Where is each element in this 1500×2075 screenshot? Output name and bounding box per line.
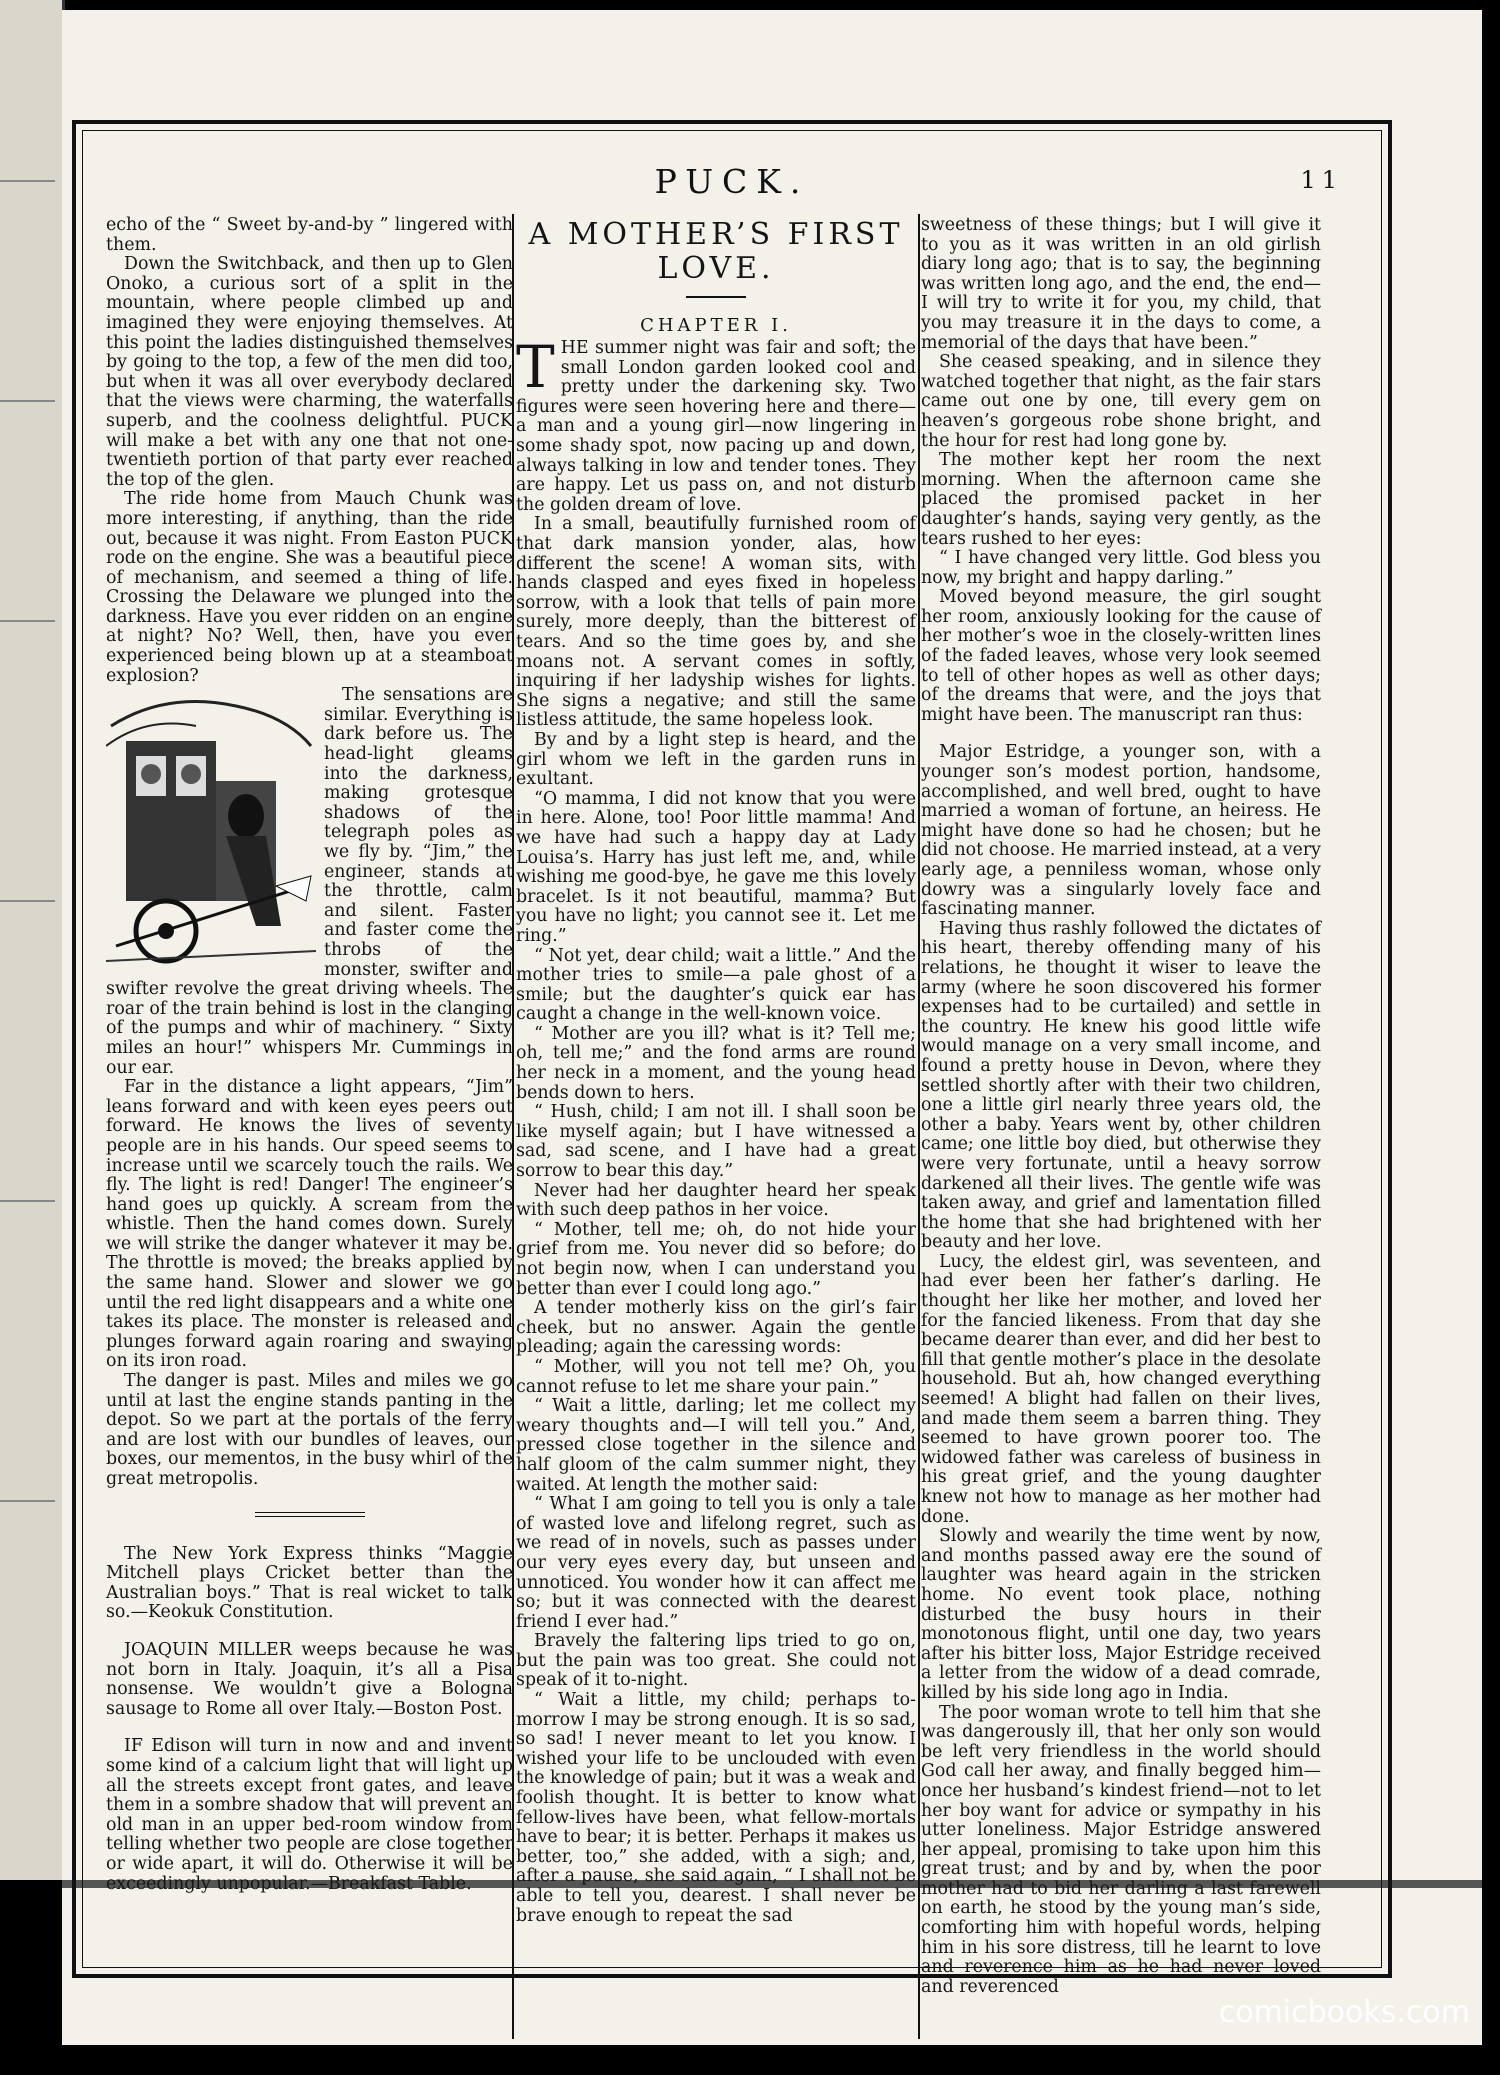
story-paragraph: In a small, beautifully furnished room of that dark mansion yonder, alas, how different the scene! A woman sits, with hands clasped and eyes fixed in hopeless sorrow, with a look that tells of pain more surely, more deeply, than the bitterest of tears. And so the time goes by, and she moans not. A servant comes in softly, inquiring if her ladyship wishes for lights. She signs a negative; and still the same listless attitude, the same hopeless look.: [516, 514, 916, 731]
col1-paragraph: echo of the “ Sweet by-and-by ” lingered with them.: [106, 215, 513, 255]
story-paragraph: Major Estridge, a younger son, with a younger son’s modest portion, handsome, accomplished, and well bred, ought to have married a woman of fortune, an heiress. He might have done so had he chosen; but he did not choose. He married instead, at a very early age, a penniless woman, whose only dowry was a singularly lovely face and fascinating manner.: [921, 742, 1321, 920]
previous-page-edge: [0, 0, 65, 1880]
story-paragraph: “ Wait a little, my child; perhaps to-morrow I may be strong enough. It is so sad, so sad! I never meant to let you know. I wished your life to be unclouded with even the knowledge of pain; but it was a weak and foolish thought. It is better to know what fellow-lives have been, what fellow-mortals have to bear; it is better. Perhaps it makes us better, too,” she added, with a sigh; and, after a pause, she said again, “ I shall not be able to tell you, dearest. I shall never be brave enough to repeat the sad: [516, 1690, 916, 1926]
watermark-text: comicbooks.com: [1218, 1995, 1470, 2030]
story-paragraph: A tender motherly kiss on the girl’s fair cheek, but no answer. Again the gentle pleading; again the caressing words:: [516, 1298, 916, 1358]
story-paragraph: Slowly and wearily the time went by now, and months passed away ere the sound of laughter was heard again in the stricken home. No event took place, nothing disturbed the busy hours in their monotonous flight, until one day, two years after his bitter loss, Major Estridge received a letter from the widow of a dead comrade, killed by his side long ago in India.: [921, 1526, 1321, 1703]
page-border: [72, 120, 1392, 1997]
story-paragraph: “ Mother, tell me; oh, do not hide your grief from me. You never did so before; do not begin now, when I can understand you better than ever I could long ago.”: [516, 1219, 916, 1299]
story-title: A MOTHER’S FIRST LOVE.: [528, 217, 904, 286]
drop-cap: T: [516, 333, 555, 402]
page-number: 11: [1300, 166, 1343, 194]
story-paragraph: THE summer night was fair and soft; the small London garden looked cool and pretty under the darkening sky. Two figures were seen hovering here and there—a man and a young girl—now lingering in some shady spot, now pacing up and down, always talking in low and tender tones. They are happy. Let us pass on, and not disturb the golden dream of love.: [516, 333, 916, 515]
news-item: IF Edison will turn in now and and invent some kind of a calcium light that will light up all the streets except front gates, and leave them in a sombre shadow that will prevent an old man in an upper bed-room window from telling whether two people are close together or wide apart, it will do. Otherwise it will be exceedingly unpopular.—Breakfast Table.: [106, 1736, 513, 1894]
story-paragraph: “O mamma, I did not know that you were in here. Alone, too! Poor little mamma! And we have had such a happy day at Lady Louisa’s. Harry has just left me, and, while wishing me good-bye, he gave me this lovely bracelet. Is it not beautiful, mamma? But you have no light; you cannot see it. Let me ring.”: [516, 788, 916, 946]
publication-title: PUCK.: [654, 162, 810, 201]
column-rule-right: [918, 214, 920, 2039]
column-1: [106, 216, 513, 1894]
story-paragraph: Having thus rashly followed the dictates of his heart, thereby offending many of his relations, he thought it wiser to leave the army (where he soon discovered his former expenses had to be curtailed) and settle in the country. He knew his good little wife would manage on a very small income, and found a pretty house in Devon, where they settled shortly after with their two children, one a little girl nearly three years old, the other a baby. Years went by, other children came; one little boy died, but otherwise they were very fortunate, until a heavy sorrow darkened all their lives. The gentle wife was taken away, and grief and lamentation filled the home that she had brightened with her beauty and her love.: [921, 918, 1321, 1253]
title-rule: [686, 296, 746, 298]
story-paragraph: “ I have changed very little. God bless you now, my bright and happy darling.”: [921, 548, 1321, 588]
story-paragraph: The poor woman wrote to tell him that she was dangerously ill, that her only son would be left very friendless in the world should God call her away, and finally begged him—once her husband’s kindest friend—not to let her boy want for advice or sympathy in his utter loneliness. Major Estridge answered her appeal, promising to take upon him this great trust; and by and by, when the poor mother had to bid her darling a last farewell on earth, he stood by the young man’s side, comforting him with hopeful words, helping him in his sore distress, till he learnt to love and reverence him as he had never loved and reverenced: [921, 1702, 1321, 1997]
column-3: [921, 216, 1321, 1997]
story-paragraph: She ceased speaking, and in silence they watched together that night, as the fair stars came out one by one, till every gem on heaven’s gorgeous robe shone bright, and the hour for rest had long gone by.: [921, 352, 1321, 451]
train-illustration: [106, 686, 316, 971]
chapter-heading: CHAPTER I.: [640, 314, 792, 336]
col1-paragraph: Down the Switchback, and then up to Glen Onoko, a curious sort of a split in the mountain, where people climbed up and imagined they were enjoying themselves. At this point the ladies distinguished themselves by going to the top, a few of the men did too, but when it was all over everybody declared that the views were charming, the waterfalls superb, and the coolness delightful. PUCK will make a bet with any one that not one-twentieth portion of that party ever reached the top of the glen.: [106, 254, 513, 490]
story-paragraph: “ Not yet, dear child; wait a little.” And the mother tries to smile—a pale ghost of a smile; but the daughter’s quick ear has caught a change in the well-known voice.: [516, 945, 916, 1025]
story-paragraph: Never had her daughter heard her speak with such deep pathos in her voice.: [516, 1180, 916, 1221]
story-paragraph: “ Wait a little, darling; let me collect my weary thoughts and—I will tell you.” And, pressed close together in the silence and half gloom of the calm summer night, they waited. At length the mother said:: [516, 1396, 916, 1495]
story-paragraph: “ Mother, will you not tell me? Oh, you cannot refuse to let me share your pain.”: [516, 1356, 916, 1397]
col1-paragraph: The ride home from Mauch Chunk was more interesting, if anything, than the ride out, because it was night. From Easton PUCK rode on the engine. She was a beautiful piece of mechanism, and seemed a thing of life. Crossing the Delaware we plunged into the darkness. Have you ever ridden on an engine at night? No? Well, then, have you ever experienced being blown up at a steamboat explosion?: [106, 489, 513, 686]
story-paragraph: “ Mother are you ill? what is it? Tell me; oh, tell me;” and the fond arms are round her neck in a moment, and the young head bends down to hers.: [516, 1023, 916, 1103]
col1-paragraph: The danger is past. Miles and miles we go until at last the engine stands panting in the depot. So we part at the portals of the ferry and are lost with our bundles of leaves, our boxes, our mementos, in the busy whirl of the great metropolis.: [106, 1371, 513, 1489]
section-divider: [255, 1512, 365, 1517]
news-item: The New York Express thinks “Maggie Mitchell plays Cricket better than the Australian boys.” That is real wicket to talk so.—Keokuk Constitution.: [106, 1543, 513, 1623]
story-paragraph: Lucy, the eldest girl, was seventeen, and had ever been her father’s darling. He thought her like her mother, and loved her for the fancied likeness. From that day she became dearer than ever, and did her best to fill that gentle mother’s place in the desolate household. But ah, how changed everything seemed! A blight had fallen on their lives, and made them seem a barren thing. They seemed to have grown poorer too. The widowed father was careless of business in his great grief, and the young daughter knew not how to manage as her mother had done.: [921, 1251, 1321, 1527]
story-paragraph: Moved beyond measure, the girl sought her room, anxiously looking for the cause of her mother’s woe in the closely-written lines of the faded leaves, whose very look seemed to tell of other hopes as well as other days; of the dreams that were, and the joys that might have been. The manuscript ran thus:: [921, 587, 1321, 725]
story-paragraph: The mother kept her room the next morning. When the afternoon came she placed the promised packet in her daughter’s hands, saying very gently, as the tears rushed to her eyes:: [921, 450, 1321, 549]
col1-paragraph: The sensations are similar. Everything is dark before us. The head-light gleams into the darkness, making grotesque shadows of the telegraph poles as we fly by. “Jim,” the engineer, stands at the throttle, calm and silent. Faster and faster come the throbs of the monster, swifter and swifter revolve the great driving wheels. The roar of the train behind is lost in the clanging of the pumps and whir of machinery. “ Sixty miles an hour!” whispers Mr. Cummings in our ear.: [106, 685, 513, 1078]
story-paragraph: “ Hush, child; I am not ill. I shall soon be like myself again; but I have witnessed a sad, sad scene, and I have had a great sorrow to bear this day.”: [516, 1102, 916, 1182]
column-2: [516, 216, 916, 1926]
story-paragraph: sweetness of these things; but I will give it to you as it was written in an old girlish diary long ago; that is to say, the beginning was written long ago, and the end, the end—I will try to write it for you, my child, that you may treasure it in the days to come, a memorial of the days that have been.”: [921, 215, 1321, 353]
col1-paragraph: Far in the distance a light appears, “Jim” leans forward and with keen eyes peers out forward. He knows the lives of seventy people are in his hands. Our speed seems to increase until we scarcely touch the rails. We fly. The light is red! Danger! The engineer’s hand goes up quickly. A scream from the whistle. Then the hand comes down. Surely we will strike the danger whatever it may be. The throttle is moved; the breaks applied by the same hand. Slower and slower we go until the red light disappears and a white one takes its place. The monster is released and plunges forward again roaring and swaying on its iron road.: [106, 1077, 513, 1372]
story-paragraph: “ What I am going to tell you is only a tale of wasted love and lifelong regret, such as we read of in novels, such as passes under our very eyes every day, but unseen and unnoticed. You wonder how it can affect me so; but it was connected with the dearest friend I ever had.”: [516, 1494, 916, 1632]
story-paragraph: Bravely the faltering lips tried to go on, but the pain was too great. She could not speak of it to-night.: [516, 1631, 916, 1691]
story-paragraph: By and by a light step is heard, and the girl whom we left in the garden runs in exultant.: [516, 729, 916, 790]
news-item: JOAQUIN MILLER weeps because he was not born in Italy. Joaquin, it’s all a Pisa nonsense. We wouldn’t give a Bologna sausage to Rome all over Italy.—Boston Post.: [106, 1639, 513, 1719]
masthead: [76, 162, 1388, 204]
magazine-page: [62, 10, 1482, 2045]
